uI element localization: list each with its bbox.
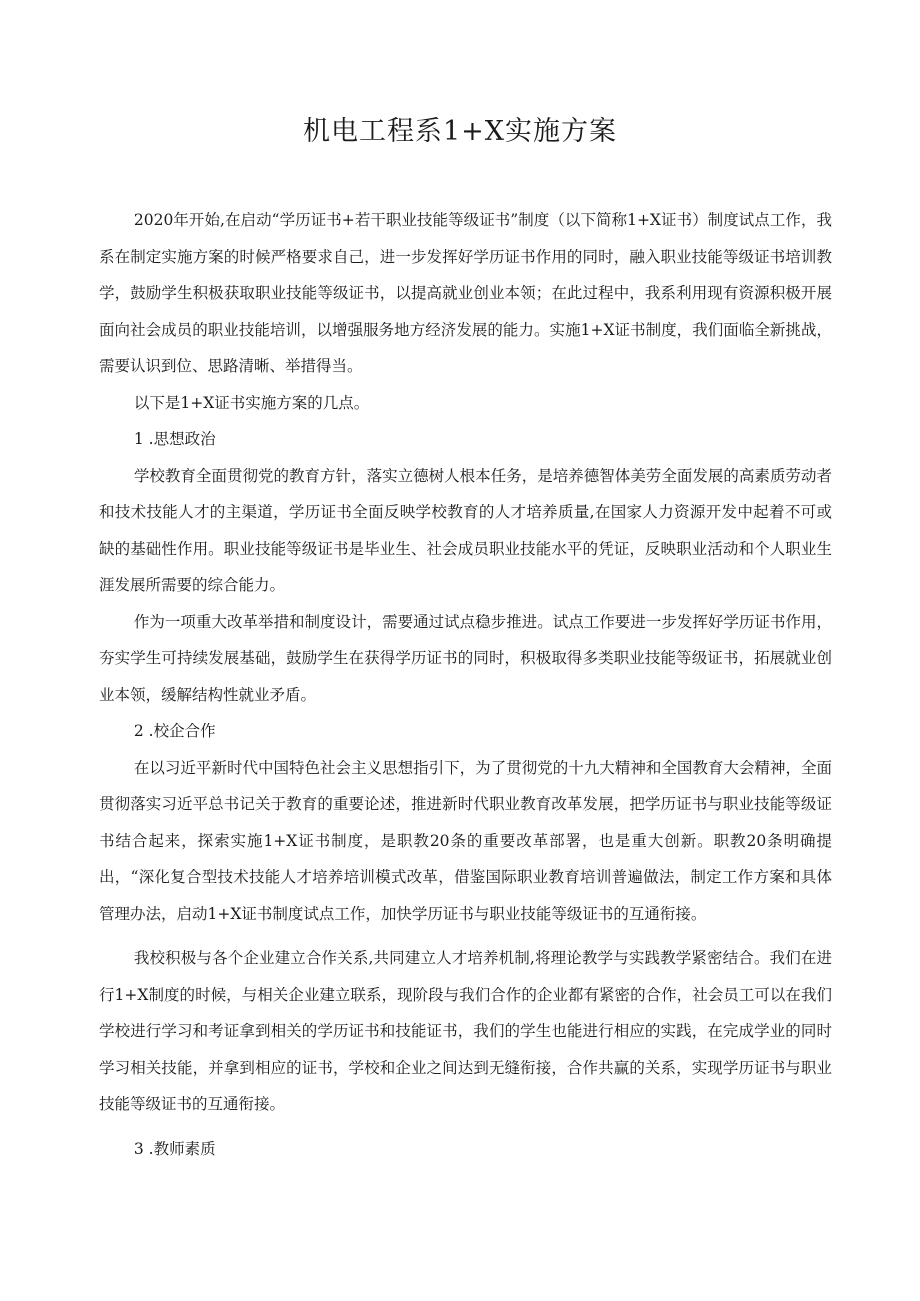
overview-paragraph: 以下是1+X证书实施方案的几点。 xyxy=(133,393,370,412)
intro-paragraph: 2020年开始,在启动“学历证书+若干职业技能等级证书”制度（以下简称1+X证书）制度试点工作，我系在制定实施方案的时候严格要求自己，进一步发挥好学历证书作用的同时，融入职业技能等级证书培训教学，鼓励学生积极获取职业技能等级证书，以提高就业创业本领；在此过程中，我系利用现有资源积极开展面向社会成员的职业技能培训，以增强服务地方经济发展的能力。实施1+X证书制度，我们面临全新挑战，需要认识到位、思路清晰、举措得当。 xyxy=(99,211,832,375)
ideology-paragraph-2: 作为一项重大改革举措和制度设计，需要通过试点稳步推进。试点工作要进一步发挥好学历证书作用，夯实学生可持续发展基础，鼓励学生在获得学历证书的同时，积极取得多类职业技能等级证书，拓展就业创业本领，缓解结构性就业矛盾。 xyxy=(99,612,832,704)
document-body xyxy=(99,202,832,1167)
section-heading-ideology: 1 .思想政治 xyxy=(133,430,216,448)
ideology-paragraph-1: 学校教育全面贯彻党的教育方针，落实立德树人根本任务，是培养德智体美劳全面发展的高素质劳动者和技术技能人才的主渠道，学历证书全面反映学校教育的人才培养质量,在国家人力资源开发中起着不可或缺的基础性作用。职业技能等级证书是毕业生、社会成员职业技能水平的凭证，反映职业活动和个人职业生涯发展所需要的综合能力。 xyxy=(99,466,832,594)
cooperation-paragraph-2: 我校积极与各个企业建立合作关系,共同建立人才培养机制,将理论教学与实践教学紧密结合。我们在进行1+X制度的时候，与相关企业建立联系，现阶段与我们合作的企业都有紧密的合作，社会员工可以在我们学校进行学习和考证拿到相关的学历证书和技能证书，我们的学生也能进行相应的实践，在完成学业的同时学习相关技能，并拿到相应的证书，学校和企业之间达到无缝衔接，合作共赢的关系，实现学历证书与职业技能等级证书的互通衔接。 xyxy=(99,949,832,1113)
document-title: 机电工程系1+X实施方案 xyxy=(302,116,618,147)
cooperation-paragraph-1: 在以习近平新时代中国特色社会主义思想指引下，为了贯彻党的十九大精神和全国教育大会精神，全面贯彻落实习近平总书记关于教育的重要论述，推进新时代职业教育改革发展，把学历证书与职业技能等级证书结合起来，探索实施1+X证书制度，是职教20条的重要改革部署，也是重大创新。职教20条明确提出，“深化复合型技术技能人才培养培训模式改革，借鉴国际职业教育培训普遍做法，制定工作方案和具体管理办法，启动1+X证书制度试点工作，加快学历证书与职业技能等级证书的互通衔接。 xyxy=(99,758,832,923)
section-heading-cooperation: 2 .校企合作 xyxy=(133,722,216,740)
section-heading-teachers: 3 .教师素质 xyxy=(133,1139,216,1158)
